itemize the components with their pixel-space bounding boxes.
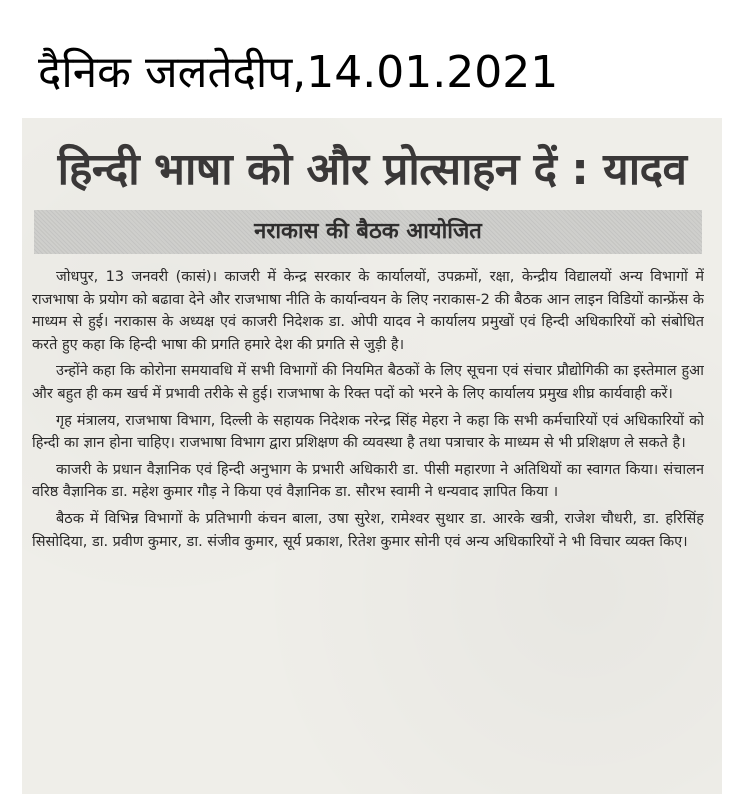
subheadline-band <box>34 210 702 254</box>
article-body <box>32 266 704 786</box>
article-paragraph: बैठक में विभिन्न विभागों के प्रतिभागी कंचन बाला, उषा सुरेश, रामेश्वर सुथार डा. आरके खत्री, राजेश चौधरी, डा. हरिसिंह सिसोदिया, डा. प्रवीण कुमार, डा. संजीव कुमार, सूर्य प्रकाश, रितेश कुमार सोनी एवं अन्य अधिकारियों ने भी विचार व्यक्त किए। <box>32 510 704 550</box>
article-paragraph: जोधपुर, 13 जनवरी (कासं)। काजरी में केन्द्र सरकार के कार्यालयों, उपक्रमों, रक्षा, केन्द्रीय विद्यालयों अन्य विभागों में राजभाषा के प्रयोग को बढावा देने और राजभाषा नीति के कार्यान्वयन के लिए नराकास-2 की बैठक आन लाइन विडियों कान्फ्रेंस के माध्यम से हुई। नराकास के अध्यक्ष एवं काजरी निदेशक डा. ओपी यादव ने कार्यालय प्रमुखों एवं हिन्दी अधिकारियों को संबोधित करते हुए कहा कि हिन्दी भाषा की प्रगति हमारे देश की प्रगति से जुड़ी है। <box>32 269 704 353</box>
article-subheadline: नराकास की बैठक आयोजित <box>254 219 482 244</box>
article-paragraph: गृह मंत्रालय, राजभाषा विभाग, दिल्ली के सहायक निदेशक नरेन्द्र सिंह मेहरा ने कहा कि सभी कर्मचारियों एवं अधिकारियों को हिन्दी का ज्ञान होना चाहिए। राजभाषा विभाग द्वारा प्रशिक्षण की व्यवस्था है तथा पत्राचार के माध्यम से भी प्रशिक्षण ले सकते है। <box>32 412 704 452</box>
article-paragraph: उन्होंने कहा कि कोरोना समयावधि में सभी विभागों की नियमित बैठकों के लिए सूचना एवं संचार प्रौद्योगिकी का इस्तेमाल हुआ और बहुत ही कम खर्च में प्रभावी तरीके से हुई। राजभाषा के रिक्त पदों को भरने के लिए कार्यालय प्रमुख शीघ्र कार्यवाही करें। <box>32 363 704 402</box>
newspaper-clipping <box>22 118 722 794</box>
article-paragraph: काजरी के प्रधान वैज्ञानिक एवं हिन्दी अनुभाग के प्रभारी अधिकारी डा. पीसी महारणा ने अतिथियों का स्वागत किया। संचालन वरिष्ठ वैज्ञानिक डा. महेश कुमार गौड़ ने किया एवं वैज्ञानिक डा. सौरभ स्वामी ने धन्यवाद ज्ञापित किया । <box>32 461 704 501</box>
article-headline: हिन्दी भाषा को और प्रोत्साहन दें : यादव <box>57 144 687 195</box>
newspaper-caption: दैनिक जलतेदीप,14.01.2021 <box>38 47 559 98</box>
